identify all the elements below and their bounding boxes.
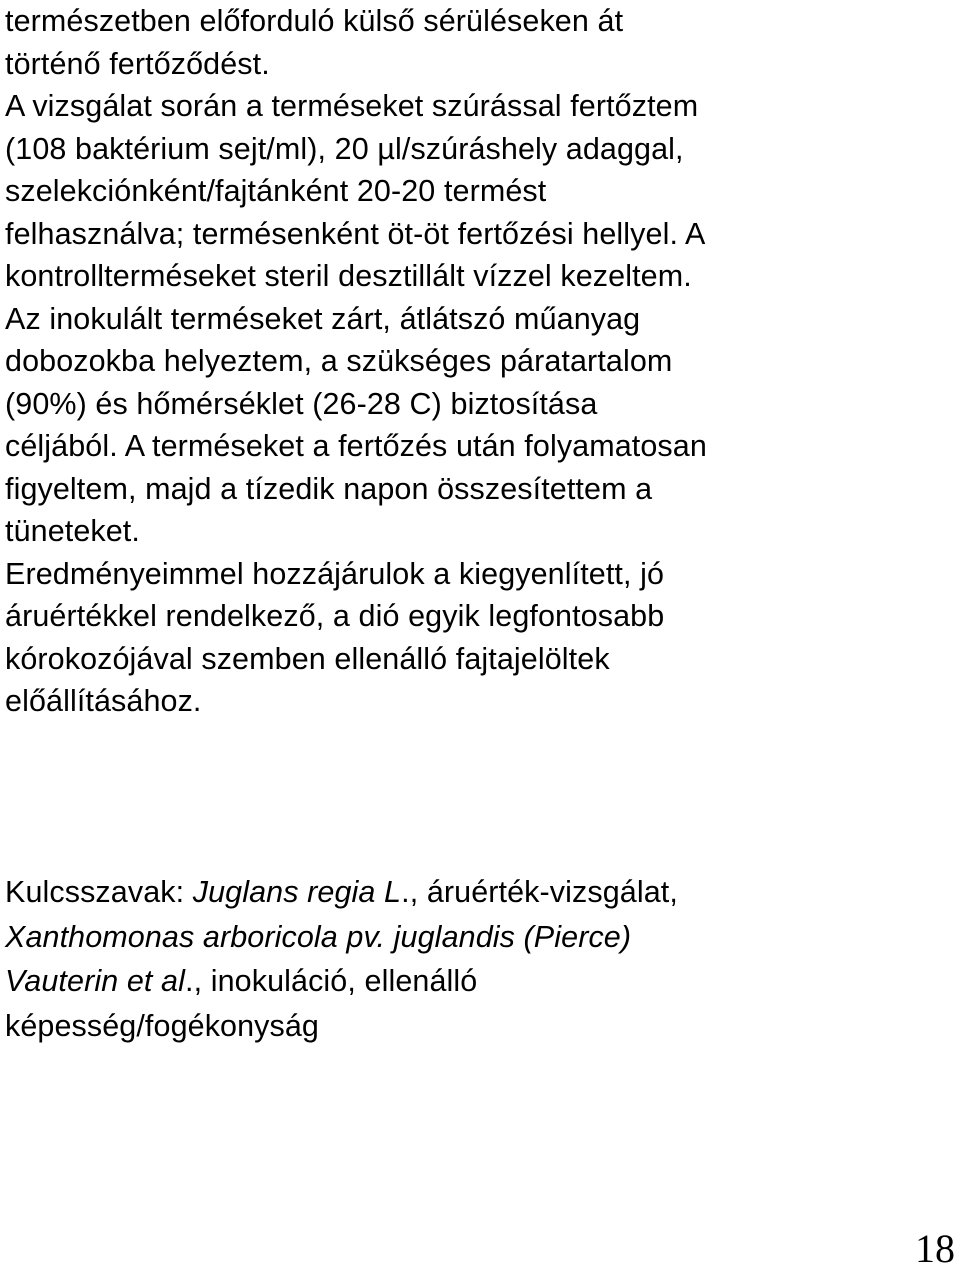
body-line: kontrollterméseket steril desztillált vízzel kezeltem. — [5, 259, 692, 293]
keyword-separator: ., áruérték-vizsgálat, — [401, 875, 678, 909]
body-line: áruértékkel rendelkező, a dió egyik legfontosabb — [5, 599, 665, 633]
body-line: kórokozójával szemben ellenálló fajtajelöltek — [5, 641, 610, 676]
body-line: (108 baktérium sejt/ml), 20 µl/szúráshely adaggal, — [5, 131, 684, 166]
page-number: 18 — [915, 1226, 955, 1271]
keyword-separator: ., inokuláció, ellenálló — [185, 964, 478, 998]
body-line: figyeltem, majd a tízedik napon összesítettem a — [5, 471, 653, 506]
keywords-line — [5, 959, 955, 1004]
body-line: céljából. A terméseket a fertőzés után folyamatosan — [5, 429, 707, 463]
keywords-section — [5, 870, 955, 1048]
body-line: előállításához. — [5, 684, 202, 718]
body-line: történő fertőződést. — [5, 46, 270, 81]
keyword-vauterin: Vauterin et al — [5, 964, 185, 998]
keywords-line: képesség/fogékonyság — [5, 1008, 319, 1043]
body-line: dobozokba helyeztem, a szükséges páratartalom — [5, 344, 673, 378]
body-line: Az inokulált terméseket zárt, átlátszó műanyag — [5, 301, 641, 336]
body-line: tüneteket. — [5, 514, 140, 548]
body-line: A vizsgálat során a terméseket szúrással fertőztem — [5, 89, 699, 123]
keyword-xanthomonas: Xanthomonas arboricola pv. juglandis (Pierce) — [5, 919, 632, 954]
body-line: szelekciónként/fajtánként 20-20 termést — [5, 174, 547, 208]
body-line: (90%) és hőmérséklet (26-28 C) biztosítása — [5, 386, 598, 421]
keywords-line — [5, 915, 955, 960]
keyword-juglans-regia: Juglans regia L — [192, 875, 402, 909]
body-line: Eredményeimmel hozzájárulok a kiegyenlített, jó — [5, 556, 665, 591]
body-line: természetben előforduló külső sérüléseken át — [5, 4, 624, 38]
keywords-label: Kulcsszavak: — [5, 875, 193, 909]
body-line: felhasználva; termésenként öt-öt fertőzési hellyel. A — [5, 216, 706, 251]
body-text — [5, 0, 955, 723]
keywords-line — [5, 870, 955, 915]
